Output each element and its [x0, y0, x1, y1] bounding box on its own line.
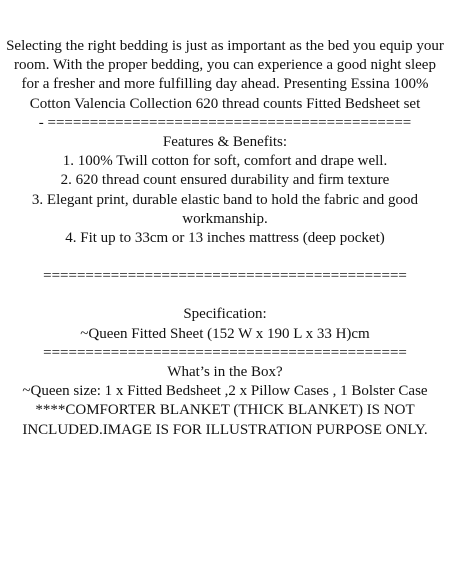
box-contents-line: ~Queen size: 1 x Fitted Bedsheet ,2 x Pillow Cases , 1 Bolster Case	[22, 383, 428, 400]
spacer	[6, 286, 444, 305]
box-heading: What’s in the Box?	[167, 364, 283, 381]
feature-item: 4. Fit up to 33cm or 13 inches mattress (deep pocket)	[65, 230, 385, 247]
specification-heading: Specification:	[183, 306, 267, 323]
feature-item: 1. 100% Twill cotton for soft, comfort and drape well.	[62, 153, 388, 170]
feature-item: 2. 620 thread count ensured durability and firm texture	[60, 172, 390, 189]
disclaimer-text: ****COMFORTER BLANKET (THICK BLANKET) IS NOT INCLUDED.IMAGE IS FOR ILLUSTRATION PURPOSE ONLY.	[22, 402, 428, 438]
divider-line: ===========================================	[43, 268, 407, 285]
features-heading: Features & Benefits:	[162, 134, 288, 151]
divider-line: ===========================================	[43, 344, 407, 361]
intro-paragraph: Selecting the right bedding is just as important as the bed you equip your room. With the proper bedding, you can experience a good night sleep for a fresher and more fulfilling day ahead. Presenting Essina 100% Cotton Valencia Collection 620 thread counts Fitted Bedsheet set	[6, 38, 444, 112]
product-description	[6, 37, 444, 440]
feature-item: 3. Elegant print, durable elastic band to hold the fabric and good workmanship.	[31, 191, 419, 227]
divider-line: - ===========================================	[38, 114, 412, 131]
spacer	[6, 248, 444, 267]
specification-line: ~Queen Fitted Sheet (152 W x 190 L x 33 H)cm	[80, 325, 370, 342]
